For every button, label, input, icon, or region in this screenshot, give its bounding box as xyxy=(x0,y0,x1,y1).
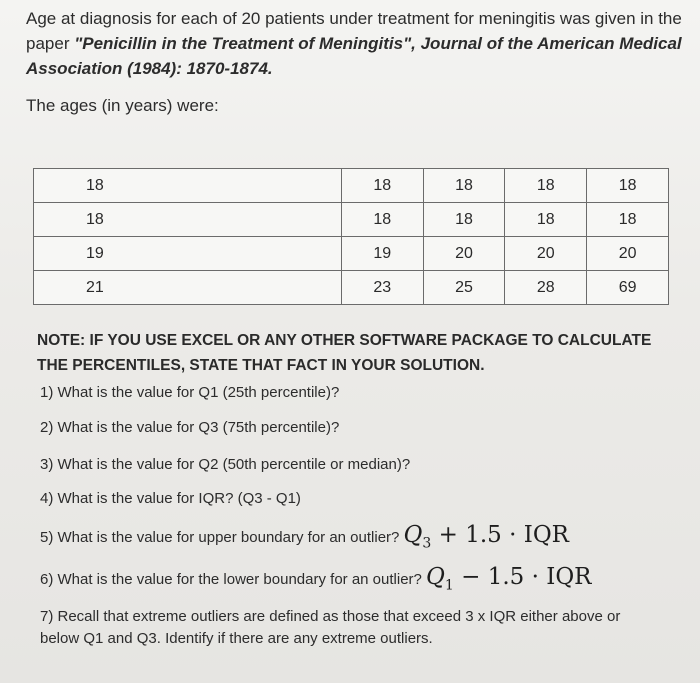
table-row xyxy=(34,203,669,237)
question-7: 7) Recall that extreme outliers are defined as those that exceed 3 x IQR either above or below Q1 and Q3. Identify if there are any extreme outliers. xyxy=(40,608,621,647)
software-note: NOTE: IF YOU USE EXCEL OR ANY OTHER SOFTWARE PACKAGE TO CALCULATE THE PERCENTILES, STATE THAT FACT IN YOUR SOLUTION. xyxy=(37,332,652,374)
paper-citation: "Penicillin in the Treatment of Meningitis", Journal of the American Medical Association (1984): 1870-1874. xyxy=(26,34,682,78)
table-cell: 19 xyxy=(34,237,342,271)
table-cell: 19 xyxy=(341,237,423,271)
table-cell: 69 xyxy=(587,271,669,305)
question-1: 1) What is the value for Q1 (25th percentile)? xyxy=(40,384,340,401)
question-6-text: 6) What is the value for the lower boundary for an outlier? xyxy=(40,571,422,588)
table-cell: 18 xyxy=(505,203,587,237)
question-5 xyxy=(40,522,569,552)
table-cell: 20 xyxy=(505,237,587,271)
table-cell: 18 xyxy=(341,203,423,237)
table-cell: 21 xyxy=(34,271,342,305)
table-cell: 28 xyxy=(505,271,587,305)
table-cell: 18 xyxy=(423,169,505,203)
lower-boundary-formula: $Q_1 - 1.5$ · IQR xyxy=(426,564,592,594)
question-5-text: 5) What is the value for upper boundary for an outlier? xyxy=(40,529,400,546)
table-cell: 18 xyxy=(34,203,342,237)
table-cell: 18 xyxy=(341,169,423,203)
question-6 xyxy=(40,564,592,594)
ages-label: The ages (in years) were: xyxy=(26,96,219,115)
table-cell: 20 xyxy=(587,237,669,271)
table-cell: 18 xyxy=(587,203,669,237)
table-cell: 18 xyxy=(587,169,669,203)
table-cell: 20 xyxy=(423,237,505,271)
table-row xyxy=(34,237,669,271)
question-2: 2) What is the value for Q3 (75th percentile)? xyxy=(40,419,340,436)
problem-intro xyxy=(26,6,686,81)
question-4: 4) What is the value for IQR? (Q3 - Q1) xyxy=(40,490,301,507)
table-cell: 18 xyxy=(34,169,342,203)
table-cell: 23 xyxy=(341,271,423,305)
table-row xyxy=(34,271,669,305)
table-cell: 18 xyxy=(505,169,587,203)
upper-boundary-formula: $Q_3 + 1.5$ · IQR xyxy=(403,522,569,552)
table-row xyxy=(34,169,669,203)
ages-table xyxy=(33,168,669,305)
table-cell: 18 xyxy=(423,203,505,237)
intro-text: Age at diagnosis for each of 20 patients under treatment for meningitis was given in the paper xyxy=(26,9,682,53)
table-cell: 25 xyxy=(423,271,505,305)
question-3: 3) What is the value for Q2 (50th percentile or median)? xyxy=(40,456,411,473)
